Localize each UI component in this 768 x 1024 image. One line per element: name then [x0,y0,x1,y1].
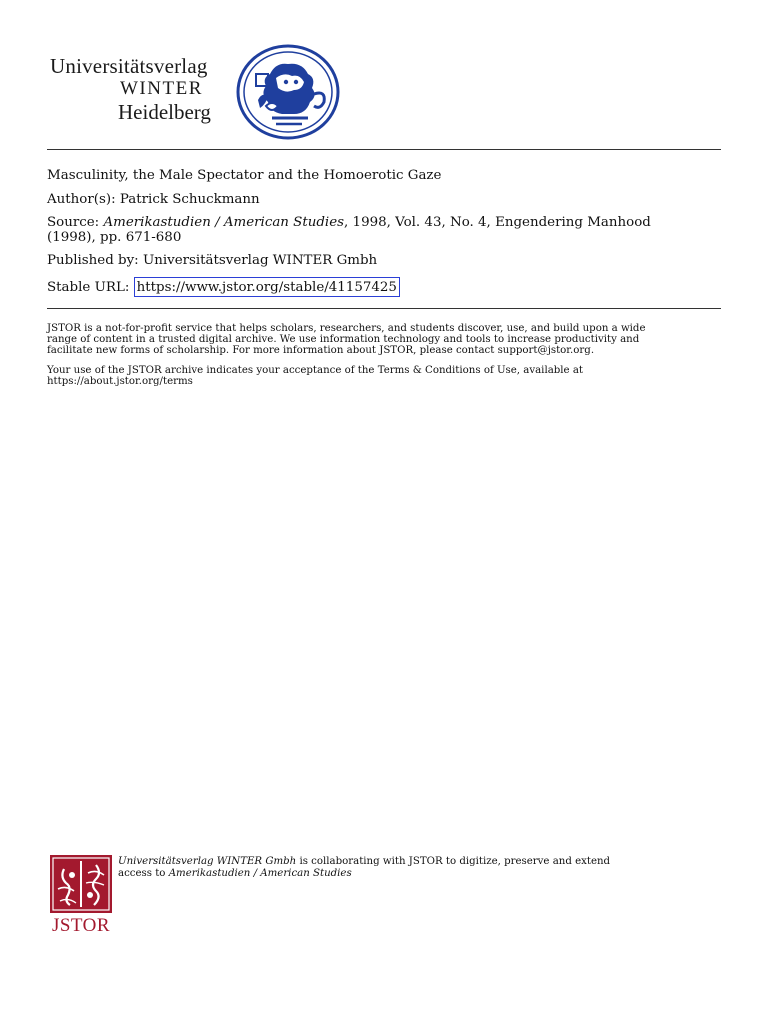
stable-url-line [47,277,727,297]
stable-url-label: Stable URL: [47,280,130,295]
author-label: Author(s): [47,192,116,207]
collab-journal: Amerikastudien / American Studies [168,868,352,879]
source-line [47,215,727,245]
author-name: Patrick Schuckmann [119,192,260,207]
publisher-name: Universitätsverlag WINTER Gmbh [142,253,378,268]
top-divider [47,149,721,150]
article-title: Masculinity, the Male Spectator and the Homoerotic Gaze [47,168,442,183]
journal-title: Amerikastudien / American Studies [103,215,345,230]
source-pages: (1998), pp. 671-680 [47,230,182,245]
jstor-wordmark: JSTOR [51,915,111,936]
jstor-notice [47,323,727,356]
jstor-logo [48,855,114,937]
terms-notice [47,365,727,387]
publisher-logo [50,44,350,140]
published-line [47,253,727,268]
notice-line: range of content in a trusted digital archive. We use information technology and tools to increase productivity and [47,334,640,345]
bottom-divider [47,308,721,309]
notice-line: facilitate new forms of scholarship. For more information about JSTOR, please contact support@jstor.org. [47,345,595,356]
collab-access-prefix: access to [118,868,169,879]
jstor-logo-icon [50,855,112,913]
collab-publisher: Universitätsverlag WINTER Gmbh [118,856,297,867]
author-line [47,192,727,207]
publisher-seal-icon [236,44,340,140]
publisher-wordmark-line1: Universitätsverlag [50,54,208,78]
source-details: , 1998, Vol. 43, No. 4, Engendering Manhood [344,215,651,230]
terms-link[interactable]: https://about.jstor.org/terms [47,376,193,387]
stable-url-link[interactable]: https://www.jstor.org/stable/41157425 [134,277,400,297]
collab-statement: is collaborating with JSTOR to digitize, preserve and extend [296,856,611,867]
source-label: Source: [47,215,100,230]
published-label: Published by: [47,253,139,268]
collaboration-text [118,856,718,880]
publisher-wordmark-line3: Heidelberg [118,100,211,124]
publisher-wordmark [50,54,211,124]
notice-line: JSTOR is a not-for-profit service that helps scholars, researchers, and students discover, use, and build upon a wide [47,323,646,334]
publisher-wordmark-line2: WINTER [120,78,203,99]
terms-line: Your use of the JSTOR archive indicates your acceptance of the Terms & Conditions of Use, available at [47,365,583,376]
